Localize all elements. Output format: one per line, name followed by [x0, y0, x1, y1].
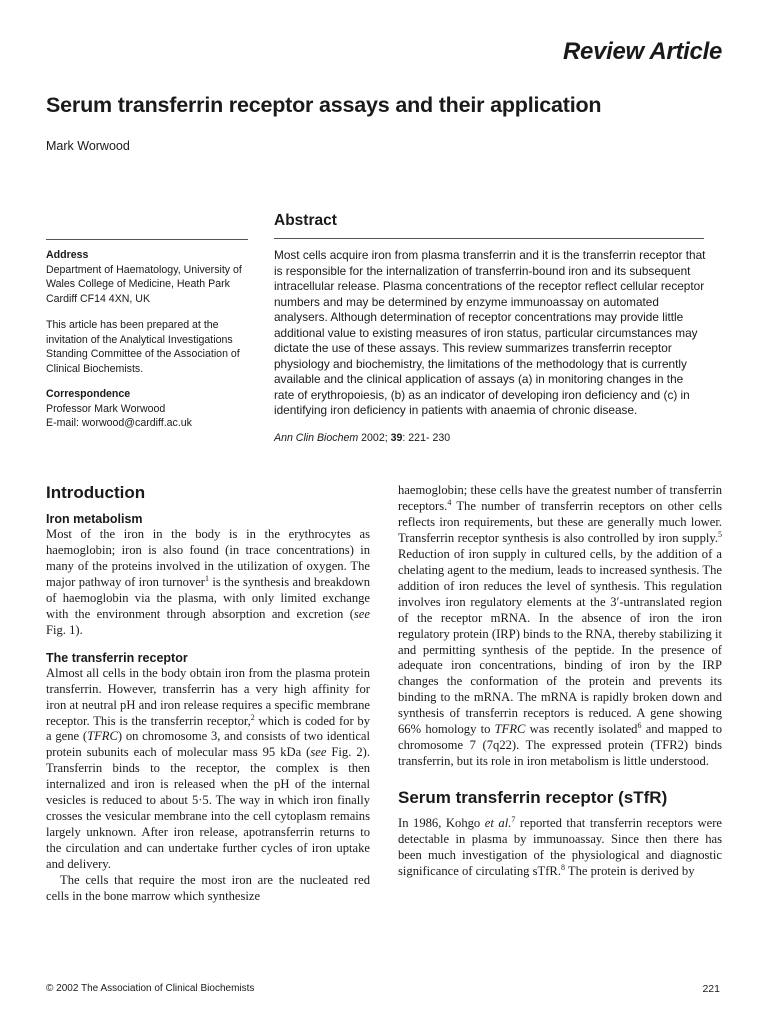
- abstract-divider: [274, 238, 704, 239]
- right-column: [398, 483, 722, 880]
- correspondence-name: Professor Mark Worwood: [46, 402, 166, 415]
- paragraph-stfr: In 1986, Kohgo et al.$^7$ reported that transferrin receptors were detectable in plasma by immunoassay. Since then there has been much investigation of the physiological and diagnostic significance of circulating sTfR.$^8$ The protein is derived by: [398, 814, 723, 879]
- sidebar-divider: [46, 239, 248, 240]
- left-column: [46, 483, 370, 905]
- copyright: © 2002 The Association of Clinical Biochemists: [46, 983, 255, 994]
- invitation-note-text: This article has been prepared at the invitation of the Analytical Investigations Standing Committee of the Association of Clinical Biochemists.: [46, 319, 240, 375]
- abstract-heading: Abstract: [274, 212, 337, 229]
- author-name: Mark Worwood: [46, 139, 130, 153]
- page-number: 221: [702, 983, 720, 995]
- address-text: Department of Haematology, University of Wales College of Medicine, Heath Park Cardiff CF14 4XN, UK: [46, 263, 242, 305]
- address-label: Address: [46, 249, 89, 261]
- paragraph-receptor-regulation: haemoglobin; these cells have the greatest number of transferrin receptors.$^4$ The number of transferrin receptors on other cells reflects iron requirements, but these are generally much lower. Transferrin receptor synthesis is also controlled by iron supply.$^5$ Reduction of iron supply in cultured cells, by the addition of a chelating agent to the medium, leads to increased synthesis. The addition of iron reduces the level of synthesis. This regulation involves iron regulatory elements at the 3′-untranslated region of the receptor mRNA. In the absence of iron the iron regulatory protein (IRP) binds to the RNA, thereby stabilizing it and permitting synthesis of the peptide. In the presence of adequate iron concentrations, binding of iron by the IRP changes the conformation of the protein and prevents its binding to the mRNA. The mRNA is rapidly broken down and synthesis of transferrin receptors is reduced. A gene showing 66% homology to TFRC was recently isolated$^6$ and mapped to chromosome 7 (7q22). The expressed protein (TFR2) binds transferrin, but its role in iron metabolism is little understood.: [398, 483, 723, 769]
- correspondence-label: Correspondence: [46, 388, 131, 400]
- correspondence-email: E-mail: worwood@cardiff.ac.uk: [46, 417, 192, 429]
- citation-year: 2002;: [358, 432, 391, 444]
- iron-metabolism-heading: Iron metabolism: [46, 512, 143, 526]
- article-type-label: Review Article: [563, 38, 722, 65]
- paragraph-iron-metabolism: Most of the iron in the body is in the erythrocytes as haemoglobin; iron is also found (in trace concentrations) in many of the proteins involved in the utilization of oxygen. The major pathway of iron turnover$^1$ is the synthesis and breakdown of haemoglobin via the plasma, with only limited exchange with the environment through absorption and excretion (see Fig. 1).: [46, 527, 370, 637]
- article-title: Serum transferrin receptor assays and their application: [46, 93, 602, 117]
- transferrin-receptor-heading: The transferrin receptor: [46, 650, 188, 665]
- citation-journal: Ann Clin Biochem: [274, 432, 359, 444]
- abstract-text: Most cells acquire iron from plasma transferrin and it is the transferrin receptor that is responsible for the internalization of transferrin-bound iron and its subsequent intracellular release. Plasma concentrations of the receptor reflect cellular receptor numbers and may be determined by enzyme immunoassay on automated analysers. Although determination of receptor concentrations may provide little additional value to existing measures of iron status, particular circumstances may dictate the use of these assays. This review summarizes transferrin receptor physiology and biochemistry, the limitations of the methodology that is currently available and the clinical application of assays (a) in monitoring changes in the rate of erythropoiesis, (b) as an indicator of developing iron deficiency and (c) in identifying iron deficiency in patients with anaemia of chronic disease.: [274, 248, 706, 417]
- citation-volume: 39: [390, 432, 403, 444]
- paragraph-nucleated-cells: The cells that require the most iron are the nucleated red cells in the bone marrow which synthesize: [46, 873, 370, 904]
- citation: [274, 432, 450, 444]
- introduction-heading: Introduction: [46, 483, 146, 502]
- address-block: [46, 248, 251, 306]
- paragraph-transferrin-receptor: Almost all cells in the body obtain iron from the plasma protein transferrin. However, transferrin has a very high affinity for iron at neutral pH and iron release requires a specific membrane receptor. This is the transferrin receptor,$^2$ which is coded for by a gene (TFRC) on chromosome 3, and consists of two identical protein subunits each of molecular mass 95 kDa (see Fig. 2). Transferrin binds to the receptor, the complex is then internalized and iron is released when the pH of the internal vesicles is reduced to about 5·5. The way in which iron finally crosses the vesicular membrane into the cell cytoplasm remains largely unknown. After iron release, apotransferrin returns to the circulation and can undertake further cycles of iron uptake and delivery.: [46, 665, 370, 872]
- citation-pages: : 221- 230: [402, 432, 451, 444]
- correspondence-block: [46, 387, 251, 431]
- stfr-heading: Serum transferrin receptor (sTfR): [398, 788, 668, 808]
- invitation-note: [46, 318, 251, 376]
